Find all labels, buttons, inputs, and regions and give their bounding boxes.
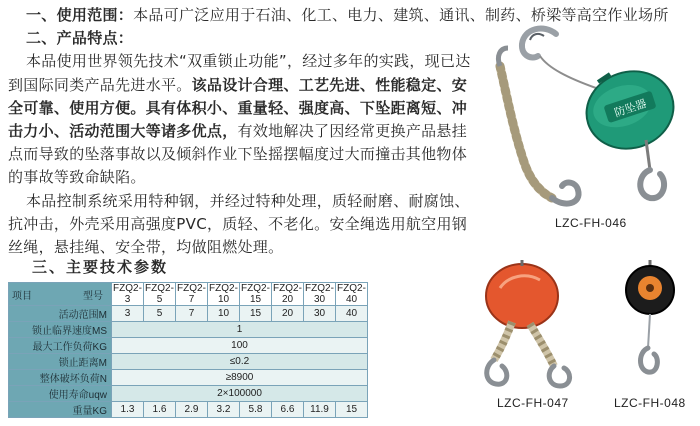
table-cell: 1: [112, 322, 368, 338]
product-image-small-arrester: [614, 256, 684, 390]
table-cell: 1.6: [144, 402, 176, 418]
model-header: FZQ2-7: [177, 283, 206, 305]
para1-tail: 有效地解决了因经常更换产品悬挂点而导致的坠落事故以及倾斜作业下坠摇摆幅度过大而撞击其他物体的事故等致命缺陷。: [8, 122, 468, 187]
table-cell: 100: [112, 338, 368, 354]
model-header: FZQ2-30: [305, 283, 334, 305]
product-caption: LZC-FH-047: [497, 396, 569, 410]
table-cell: 10: [208, 306, 240, 322]
row-label: 锁止临界速度MS: [9, 322, 112, 338]
row-label: 使用寿命uqw: [9, 386, 112, 402]
table-cell: 3.2: [208, 402, 240, 418]
model-header: FZQ2-3: [113, 283, 142, 305]
table-cell: ≤0.2: [112, 354, 368, 370]
section-3-heading: 三、主要技术参数: [32, 258, 169, 276]
section-1-heading: 一、使用范围：: [26, 6, 134, 24]
product-caption: LZC-FH-048: [614, 396, 686, 410]
header-model-label: 型号: [83, 290, 103, 302]
model-header: FZQ2-10: [209, 283, 238, 305]
table-cell: 2×100000: [112, 386, 368, 402]
device-label: 防坠器: [612, 96, 649, 120]
section-1-body: 本品可广泛应用于石油、化工、电力、建筑、通讯、制药、桥梁等高空作业场所: [133, 6, 669, 24]
table-row: [9, 402, 368, 418]
section-2-heading: 二、产品特点：: [26, 29, 134, 48]
header-corner-cell: [9, 283, 112, 306]
table-cell: 40: [336, 306, 368, 322]
table-row: [9, 386, 368, 402]
row-label: 活动范围M: [9, 306, 112, 322]
table-cell: 2.9: [176, 402, 208, 418]
row-label: 最大工作负荷KG: [9, 338, 112, 354]
para1-bold: 该品设计合理、工艺先进、性能稳定、安全可靠、使用方便。具有体积小、重量轻、强度高、下坠距离短、冲击力小、活动范围大等诸多优点，: [8, 75, 468, 141]
model-header: FZQ2-15: [241, 283, 270, 305]
table-row: [9, 370, 368, 386]
row-label: 整体破坏负荷N: [9, 370, 112, 386]
product-caption: LZC-FH-046: [555, 216, 627, 230]
model-header: FZQ2-40: [337, 283, 366, 305]
section-2-paragraph-2: 本品控制系统采用特种钢，并经过特种处理，质轻耐磨、耐腐蚀、抗冲击，外壳采用高强度PVC，质轻、不老化。安全绳选用航空用钢丝绳，悬挂绳、安全带，均做阻燃处理。: [8, 191, 470, 257]
para1-plain: 本品使用世界领先技术“双重锁止功能”，经过多年的实践，现已达到国际同类产品先进水平。: [8, 52, 471, 94]
table-row: [9, 306, 368, 322]
table-row: [9, 338, 368, 354]
table-cell: 3: [112, 306, 144, 322]
table-cell: 5: [144, 306, 176, 322]
header-item-label: 项目: [12, 290, 32, 302]
model-header: FZQ2-5: [145, 283, 174, 305]
row-label: 锁止距离M: [9, 354, 112, 370]
table-cell: 7: [176, 306, 208, 322]
table-row: [9, 354, 368, 370]
table-cell: ≥8900: [112, 370, 368, 386]
table-cell: 15: [336, 402, 368, 418]
table-cell: 1.3: [112, 402, 144, 418]
table-cell: 11.9: [304, 402, 336, 418]
section-2-paragraph-1: [8, 50, 478, 189]
table-row: [9, 322, 368, 338]
table-cell: 20: [272, 306, 304, 322]
table-cell: 5.8: [240, 402, 272, 418]
product-image-orange-arrester: [478, 258, 598, 390]
table-cell: 6.6: [272, 402, 304, 418]
table-header-row: [9, 283, 368, 306]
model-header: FZQ2-20: [273, 283, 302, 305]
product-image-green-arrester: [478, 22, 698, 212]
spec-table: [8, 282, 368, 418]
table-cell: 15: [240, 306, 272, 322]
table-cell: 30: [304, 306, 336, 322]
row-label: 重量KG: [9, 402, 112, 418]
